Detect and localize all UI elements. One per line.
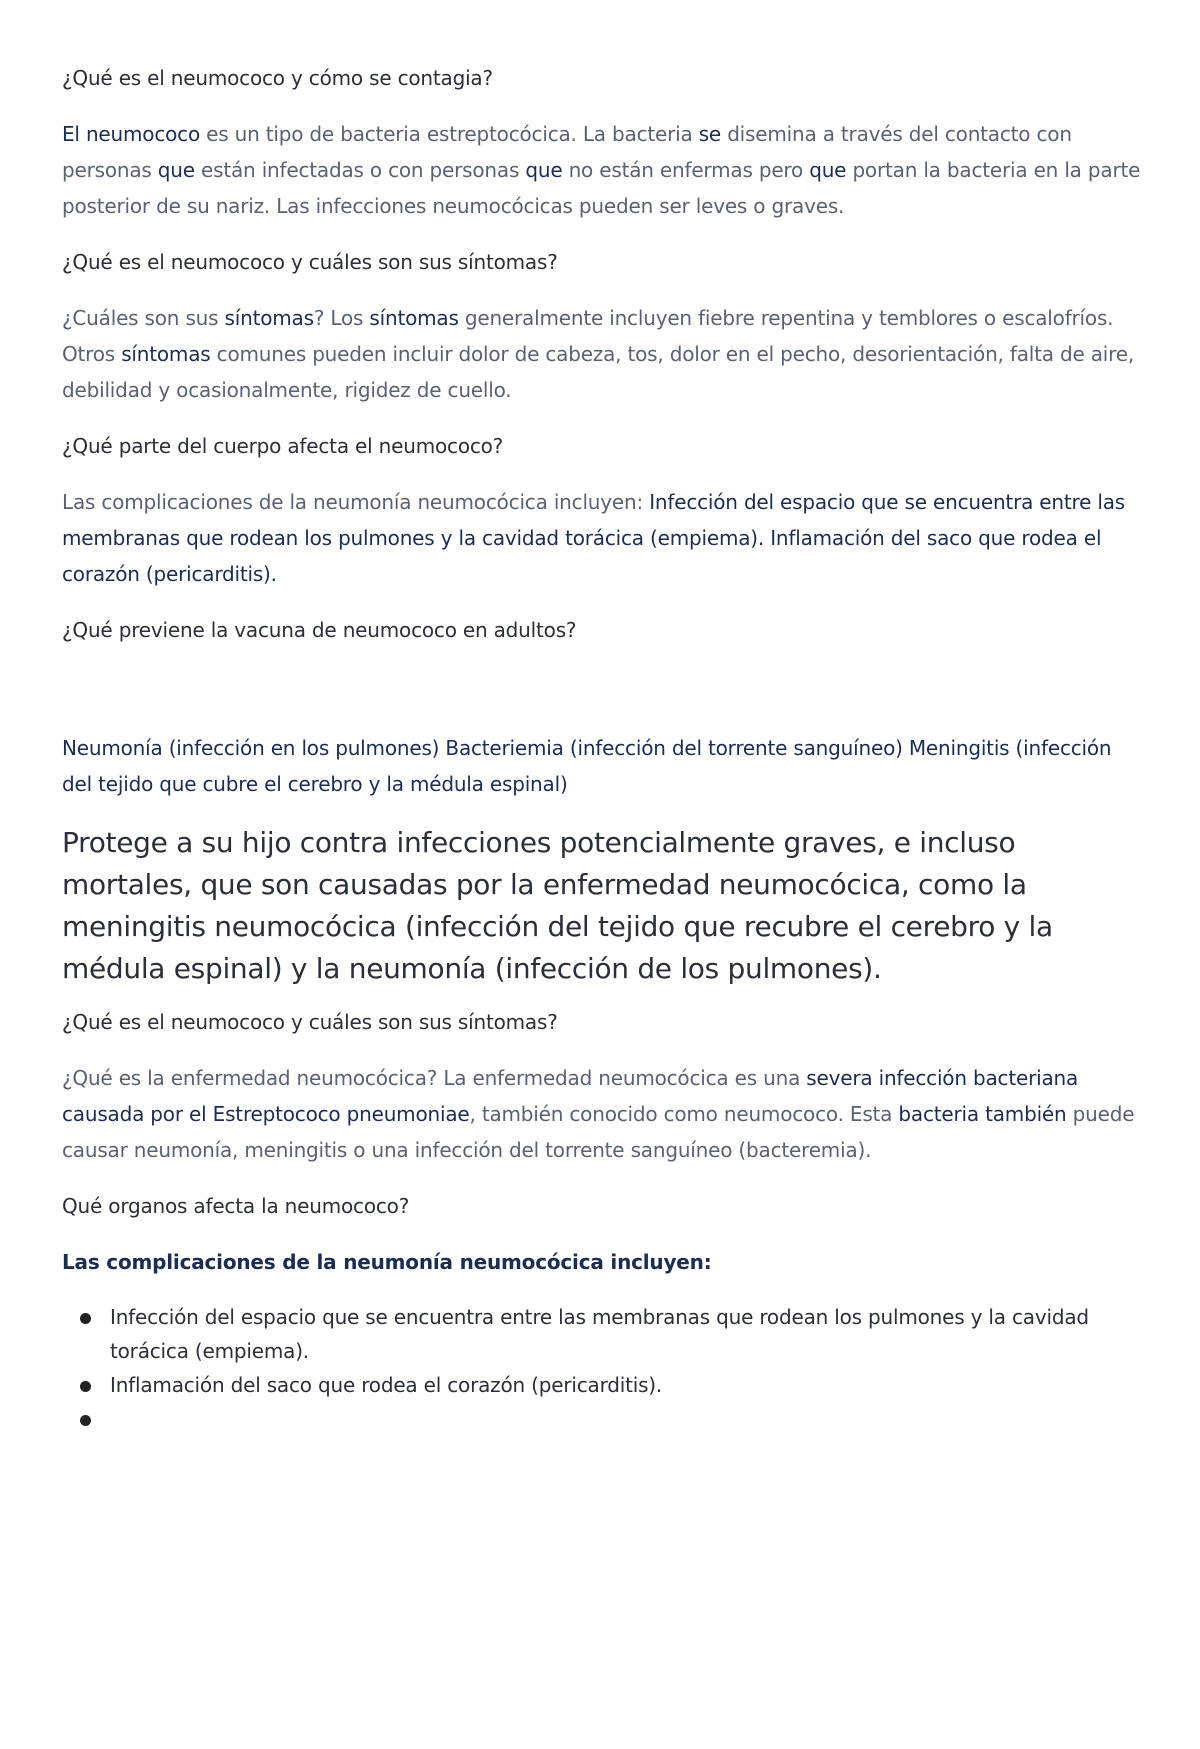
list-item: [62, 1300, 1142, 1368]
paragraph-contagion: [62, 116, 1142, 224]
question-vaccine-prevents: ¿Qué previene la vacuna de neumococo en adultos?: [62, 618, 577, 642]
text-run: es un tipo de bacteria estreptocócica. La bacteria: [200, 122, 699, 146]
document-page: [62, 60, 1142, 1436]
text-run: síntomas: [121, 342, 211, 366]
text-run: disemina a través del contacto con personas: [62, 122, 1072, 182]
list-item-text: Inflamación del saco que rodea el corazón (pericarditis).: [110, 1373, 663, 1397]
question-contagion: ¿Qué es el neumococo y cómo se contagia?: [62, 66, 493, 90]
text-run: que: [157, 158, 195, 182]
paragraph-symptoms: [62, 300, 1142, 408]
text-run: ? Los: [313, 306, 370, 330]
paragraph-disease-definition: [62, 1060, 1142, 1168]
list-item-empty: [62, 1402, 1142, 1436]
text-run: portan la bacteria en la parte posterior de su nariz. Las infecciones neumocócicas pueden ser leves o graves.: [62, 158, 1141, 218]
text-run: comunes pueden incluir dolor de cabeza, tos, dolor en el pecho, desorientación, falta de aire, debilidad y ocasionalmente, rigidez de cuello.: [62, 342, 1134, 402]
paragraph-complications: [62, 484, 1142, 592]
bullet-icon: [80, 1381, 91, 1392]
question-body-part: ¿Qué parte del cuerpo afecta el neumococo?: [62, 434, 504, 458]
text-run: puede causar neumonía, meningitis o una infección del torrente sanguíneo (bacteremia).: [62, 1102, 1135, 1162]
text-run: , también conocido como neumococo. Esta: [469, 1102, 899, 1126]
text-run: están infectadas o con personas: [194, 158, 526, 182]
question-symptoms-repeat: ¿Qué es el neumococo y cuáles son sus síntomas?: [62, 1010, 558, 1034]
text-run: ¿Cuáles son sus: [62, 306, 225, 330]
text-run: no están enfermas pero: [562, 158, 810, 182]
text-run: severa infección bacteriana causada por el Estreptococo pneumoniae: [62, 1066, 1079, 1126]
highlight-paragraph: Protege a su hijo contra infecciones potencialmente graves, e incluso mortales, que son causadas por la enfermedad neumocócica, como la meningitis neumocócica (infección del tejido que recubre el cerebro y la médula espinal) y la neumonía (infección de los pulmones).: [62, 826, 1053, 985]
text-run: generalmente incluyen fiebre repentina y temblores o escalofríos. Otros: [62, 306, 1114, 366]
question-symptoms: ¿Qué es el neumococo y cuáles son sus síntomas?: [62, 250, 558, 274]
text-run: síntomas: [369, 306, 459, 330]
text-run: Infección del espacio que se encuentra entre las membranas que rodean los pulmones y la cavidad torácica (empiema). Inflamación del saco que rodea el corazón (pericarditis).: [62, 490, 1126, 586]
text-run: Las complicaciones de la neumonía neumocócica incluyen:: [62, 490, 650, 514]
text-run: se: [698, 122, 722, 146]
spacer: [62, 668, 1142, 730]
paragraph-vaccine-diseases: Neumonía (infección en los pulmones) Bacteriemia (infección del torrente sanguíneo) Meningitis (infección del tejido que cubre el cerebro y la médula espinal): [62, 736, 1112, 796]
text-run: El neumococo: [62, 122, 200, 146]
question-organs: Qué organos afecta la neumococo?: [62, 1194, 410, 1218]
list-item-text: Infección del espacio que se encuentra entre las membranas que rodean los pulmones y la cavidad torácica (empiema).: [110, 1305, 1089, 1363]
text-run: síntomas: [224, 306, 314, 330]
text-run: bacteria también: [898, 1102, 1067, 1126]
text-run: que: [809, 158, 847, 182]
bullet-icon: [80, 1415, 91, 1426]
text-run: ¿Qué es la enfermedad neumocócica? La enfermedad neumocócica es una: [62, 1066, 807, 1090]
complications-list: [62, 1300, 1142, 1436]
text-run: que: [525, 158, 563, 182]
list-item: [62, 1368, 1142, 1402]
bullet-icon: [80, 1313, 91, 1324]
complications-heading: Las complicaciones de la neumonía neumocócica incluyen:: [62, 1250, 712, 1274]
